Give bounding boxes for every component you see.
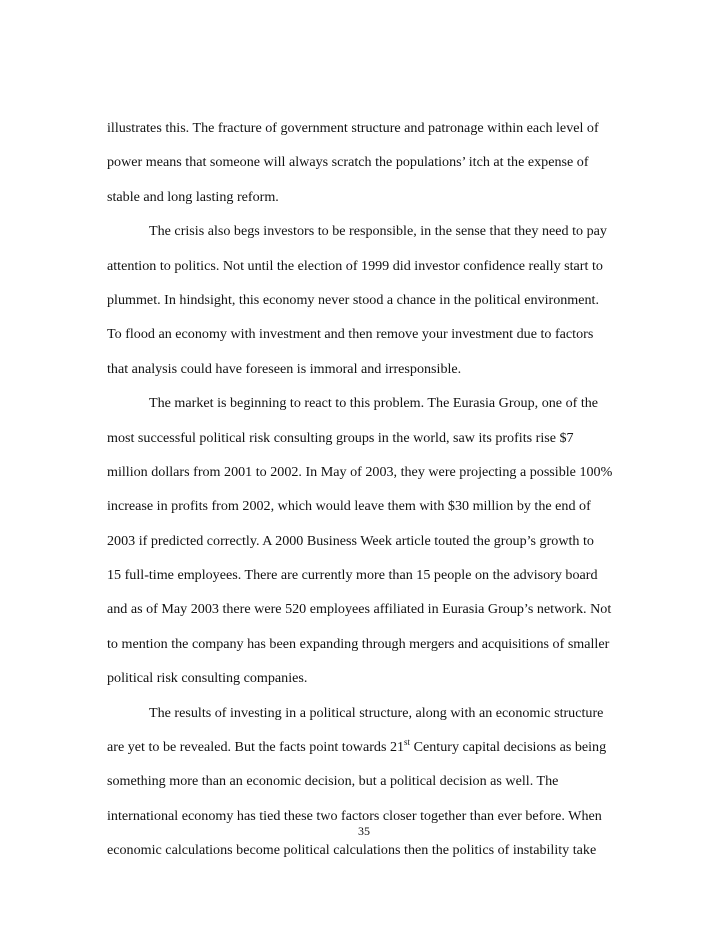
paragraph-start-line: The crisis also begs investors to be responsible, in the sense that they need to pay (149, 223, 607, 240)
text-line: illustrates this. The fracture of government structure and patronage within each level of (107, 120, 599, 136)
text-line: million dollars from 2001 to 2002. In May of 2003, they were projecting a possible 100% (107, 463, 613, 480)
page-number: 35 (358, 824, 370, 838)
text-line: something more than an economic decision, but a political decision as well. The (107, 773, 559, 790)
text-line: 2003 if predicted correctly. A 2000 Business Week article touted the group’s growth to (107, 532, 594, 549)
body-text (107, 111, 623, 868)
text-line: stable and long lasting reform. (107, 188, 279, 205)
text-line: most successful political risk consulting groups in the world, saw its profits rise $7 (107, 429, 574, 446)
text-line: To flood an economy with investment and then remove your investment due to factors (107, 326, 594, 343)
text-line: 15 full-time employees. There are currently more than 15 people on the advisory board (107, 567, 598, 584)
ordinal-superscript: st (404, 737, 411, 748)
text-line-with-superscript (107, 730, 623, 764)
text-line: political risk consulting companies. (107, 670, 308, 687)
text-segment: Century capital decisions as being (410, 739, 607, 756)
text-line: economic calculations become political calculations then the politics of instability take (107, 842, 597, 859)
text-segment: are yet to be revealed. But the facts point towards 21 (107, 739, 405, 756)
text-line: plummet. In hindsight, this economy never stood a chance in the political environment. (107, 291, 599, 308)
text-line: that analysis could have foreseen is immoral and irresponsible. (107, 360, 462, 377)
text-line: attention to politics. Not until the election of 1999 did investor confidence really start to (107, 257, 603, 274)
text-line: international economy has tied these two factors closer together than ever before. When (107, 807, 602, 824)
text-line: and as of May 2003 there were 520 employees affiliated in Eurasia Group’s network. Not (107, 601, 612, 618)
paragraph-start-line: The market is beginning to react to this problem. The Eurasia Group, one of the (149, 395, 599, 412)
text-line: increase in profits from 2002, which would leave them with $30 million by the end of (107, 498, 591, 515)
text-line: to mention the company has been expanding through mergers and acquisitions of smaller (107, 635, 610, 652)
text-line: power means that someone will always scratch the populations’ itch at the expense of (107, 154, 589, 171)
paragraph-start-line: The results of investing in a political structure, along with an economic structure (149, 704, 604, 721)
